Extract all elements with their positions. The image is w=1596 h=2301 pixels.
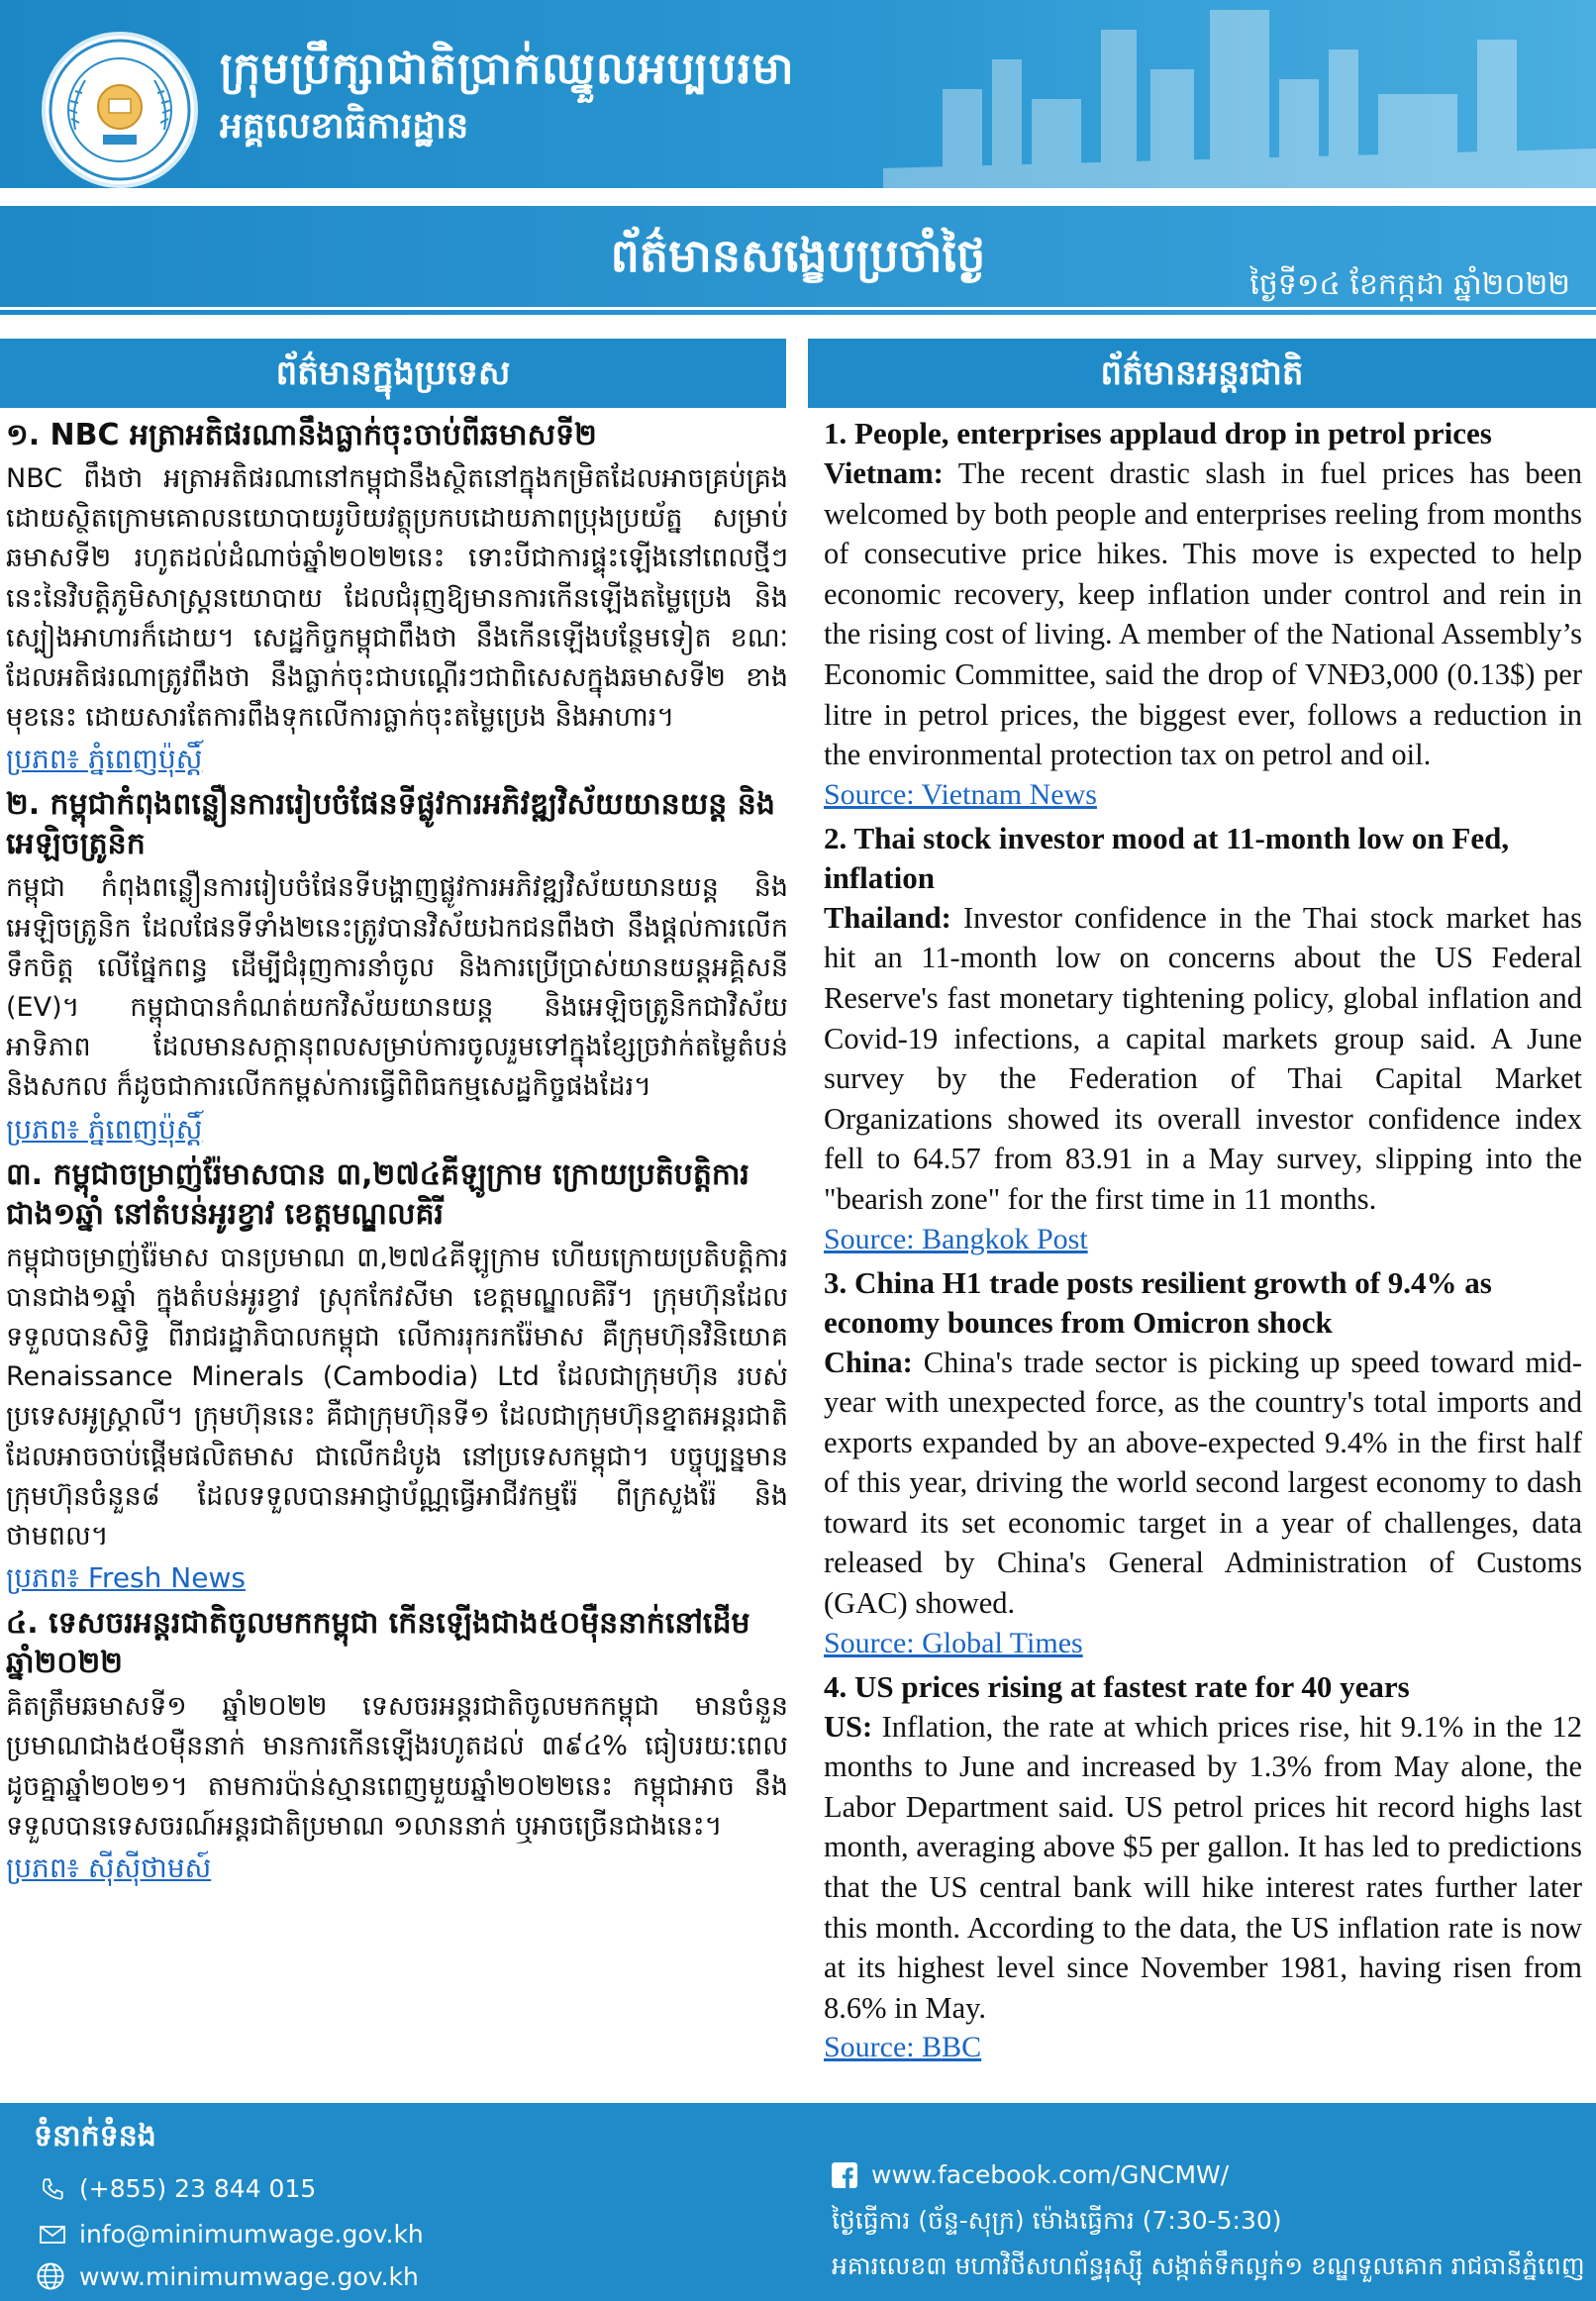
international-article bbox=[824, 1263, 1582, 1663]
article-body: កម្ពុជា កំពុងពន្លឿនការរៀបចំផែនទីបង្ហាញផ្លូវការអភិវឌ្ឍវិស័យយានយន្ត និងអេឡិចត្រូនិក ដែលផែនទីទាំង២នេះត្រូវបានវិស័យឯកជនពឹងថា នឹងផ្តល់ការលើកទឹកចិត្ត លើផ្នែកពន្ធ ដើម្បីជំរុញការនាំចូល និងការប្រើប្រាស់យានយន្តអគ្គិសនី (EV)។ កម្ពុជាបានកំណត់យកវិស័យយានយន្ត និងអេឡិចត្រូនិកជាវិស័យអាទិភាព ដែលមានសក្តានុពលសម្រាប់ការចូលរួមទៅក្នុងខ្សែច្រវាក់តម្លៃតំបន់ និងសកល ក៏ដូចជាការលើកកម្ពស់ការធ្វើពិពិធកម្មសេដ្ឋកិច្ចផងដែរ។ bbox=[6, 872, 788, 1103]
facebook-url[interactable]: www.facebook.com/GNCMW/ bbox=[871, 2160, 1230, 2189]
article-body bbox=[824, 453, 1582, 775]
article-source-link[interactable]: Source: Bangkok Post bbox=[824, 1222, 1088, 1255]
article-title: ១. NBC អត្រាអតិផរណានឹងធ្លាក់ចុះចាប់ពីឆមាសទី២ bbox=[6, 418, 597, 452]
phone-icon bbox=[40, 2176, 65, 2202]
article-source-link[interactable]: ប្រភព៖ ភ្នំពេញប៉ុស្តិ៍ bbox=[6, 743, 203, 776]
article-title: 2. Thai stock investor mood at 11-month low on Fed, inflation bbox=[824, 820, 1510, 895]
article-title: ៤. ទេសចរអន្តរជាតិចូលមកកម្ពុជា កើនឡើងជាង៥០ម៉ឺននាក់នៅដើមឆ្នាំ២០២២ bbox=[6, 1606, 750, 1681]
header-banner bbox=[0, 0, 1596, 188]
website-url[interactable]: www.minimumwage.gov.kh bbox=[79, 2261, 419, 2291]
domestic-news-column bbox=[6, 410, 788, 2103]
article-title: 4. US prices rising at fastest rate for 40 years bbox=[824, 1668, 1410, 1704]
international-news-heading: ព័ត៌មានអន្តរជាតិ bbox=[808, 339, 1596, 408]
bulletin-title: ព័ត៌មានសង្ខេបប្រចាំថ្ងៃ bbox=[610, 229, 986, 282]
website-line bbox=[36, 2261, 419, 2291]
article-source-link[interactable]: ប្រភព៖ ស៊ីស៊ីថាមស៍ bbox=[6, 1851, 212, 1885]
international-news-column bbox=[824, 410, 1582, 2103]
contact-title: ទំនាក់ទំនង bbox=[34, 2119, 156, 2153]
article-title: ២. កម្ពុជាកំពុងពន្លឿនការរៀបចំផែនទីផ្លូវការអភិវឌ្ឍវិស័យយានយន្ត និងអេឡិចត្រូនិក bbox=[6, 787, 775, 862]
article-country: Vietnam: bbox=[824, 456, 944, 490]
article-source-link[interactable]: Source: Global Times bbox=[824, 1626, 1083, 1659]
article-country: China: bbox=[824, 1345, 913, 1379]
article-body: NBC ពឹងថា អត្រាអតិផរណានៅកម្ពុជានឹងស្ថិតនៅក្នុងកម្រិតដែលអាចគ្រប់គ្រង ដោយស្ថិតក្រោមគោលនយោបាយរូបិយវត្ថុប្រកបដោយភាពប្រុងប្រយ័ត្ន សម្រាប់ឆមាសទី២ រហូតដល់ដំណាច់ឆ្នាំ២០២២នេះ ទោះបីជាការផ្ទុះឡើងនៅពេលថ្មីៗនេះនៃវិបត្តិភូមិសាស្ត្រនយោបាយ ដែលជំរុញឱ្យមានការកើនឡើងតម្លៃប្រេង និងស្បៀងអាហារក៏ដោយ។ សេដ្ឋកិច្ចកម្ពុជាពឹងថា នឹងកើនឡើងបន្ថែមទៀត ខណៈដែលអតិផរណាត្រូវពឹងថា នឹងធ្លាក់ចុះជាបណ្តើរៗជាពិសេសក្នុងឆមាសទី២ ខាងមុខនេះ ដោយសារតែការពឹងទុកលើការធ្លាក់ចុះតម្លៃប្រេង និងអាហារ។ bbox=[6, 463, 788, 734]
article-text: China's trade sector is picking up speed toward mid-year with unexpected force, as the country's total imports and exports expanded by an above-expected 9.4% in the first half of this year, driving the world second largest economy to dash toward its set economic target in a year of challenges, data released by China's General Administration of Customs (GAC) showed. bbox=[824, 1345, 1582, 1621]
article-body: គិតត្រឹមឆមាសទី១ ឆ្នាំ២០២២ ទេសចរអន្តរជាតិចូលមកកម្ពុជា មានចំនួនប្រមាណជាង៥០ម៉ឺននាក់ មានការកើនឡើងរហូតដល់ ៣៩៤% ធៀបរយៈពេលដូចគ្នាឆ្នាំ២០២១។ តាមការប៉ាន់ស្មានពេញមួយឆ្នាំ២០២២នេះ កម្ពុជាអាច នឹងទទួលបានទេសចរណ៍អន្តរជាតិប្រមាណ ១លាននាក់ ឬអាចច្រើនជាងនេះ។ bbox=[6, 1691, 788, 1842]
article-text: The recent drastic slash in fuel prices has been welcomed by both people and enterprises reeling from months of consecutive price hikes. This move is expected to help economic recovery, keep inflation under control and rein in the rising cost of living. A member of the National Assembly’s Economic Committee, said the drop of VNĐ3,000 (0.13$) per litre in petrol prices, the biggest ever, follows a reduction in the environmental protection tax on petrol and oil. bbox=[824, 456, 1582, 772]
office-address: អគារលេខ៣ មហាវិថីសហព័ន្ធរុស្ស៊ី សង្កាត់ទឹកល្អក់១ ខណ្ឌទួលគោក រាជធានីភ្នំពេញ bbox=[832, 2251, 1585, 2280]
title-band bbox=[0, 206, 1596, 321]
title-rule bbox=[0, 307, 1596, 310]
article-text: Investor confidence in the Thai stock market has hit an 11-month low on concerns about the US Federal Reserve's fast monetary tightening policy, global inflation and Covid-19 infections, a capital markets group said. A June survey by the Federation of Thai Capital Market Organizations showed its overall investor confidence index fell to 64.57 from 83.91 in a May survey, slipping into the "bearish zone" for the first time in 11 months. bbox=[824, 900, 1582, 1216]
domestic-article bbox=[6, 1604, 788, 1888]
phone-line bbox=[40, 2174, 316, 2203]
working-hours: ថ្ងៃធ្វើការ (ច័ន្ទ-សុក្រ) ម៉ោងធ្វើការ (7:30-5:30) bbox=[832, 2206, 1282, 2235]
article-country: US: bbox=[824, 1709, 873, 1744]
email-address[interactable]: info@minimumwage.gov.kh bbox=[79, 2220, 424, 2249]
organization-name: ក្រុមប្រឹក្សាជាតិប្រាក់ឈ្នួលអប្បបរមា bbox=[220, 44, 795, 94]
article-source-link[interactable]: Source: Vietnam News bbox=[824, 777, 1097, 811]
article-body: កម្ពុជាចម្រាញ់រ៉ែមាស បានប្រមាណ ៣,២៧៤គីឡូក្រាម ហើយក្រោយប្រតិបត្តិការបានជាង១ឆ្នាំ ក្នុងតំបន់អូរខ្វាវ ស្រុកកែវសីមា ខេត្តមណ្ឌលគិរី។ ក្រុមហ៊ុនដែលទទួលបានសិទ្ធិ ពីរាជរដ្ឋាភិបាលកម្ពុជា លើការរុករករ៉ែមាស គឺក្រុមហ៊ុនវិនិយោគ Renaissance Minerals (Cambodia) Ltd ដែលជាក្រុមហ៊ុន របស់ប្រទេសអូស្ត្រាលី។ ក្រុមហ៊ុននេះ គឺជាក្រុមហ៊ុនទី១ ដែលជាក្រុមហ៊ុនខ្នាតអន្តរជាតិ ដែលអាចចាប់ផ្តើមផលិតមាស ជាលើកដំបូង នៅប្រទេសកម្ពុជា។ បច្ចុប្បន្នមានក្រុមហ៊ុនចំនួន៨ ដែលទទួលបានអាជ្ញាប័ណ្ណធ្វើអាជីវកម្មរ៉ែ ពីក្រសួងរ៉ែ និងថាមពល។ bbox=[6, 1242, 788, 1552]
article-body bbox=[824, 1707, 1582, 2029]
article-title: ៣. កម្ពុជាចម្រាញ់រ៉ែមាសបាន ៣,២៧៤គីឡូក្រាម ក្រោយប្រតិបត្តិការជាង១ឆ្នាំ នៅតំបន់អូរខ្វាវ ខេត្តមណ្ឌលគិរី bbox=[6, 1156, 749, 1232]
article-body bbox=[824, 1343, 1582, 1624]
international-article bbox=[824, 819, 1582, 1259]
article-title: 3. China H1 trade posts resilient growth of 9.4% as economy bounces from Omicron shock bbox=[824, 1264, 1492, 1340]
international-article bbox=[824, 414, 1582, 815]
domestic-article bbox=[6, 416, 788, 779]
email-icon bbox=[40, 2224, 65, 2246]
article-body bbox=[824, 898, 1582, 1220]
domestic-news-heading: ព័ត៌មានក្នុងប្រទេស bbox=[0, 339, 786, 408]
organization-logo bbox=[42, 32, 198, 188]
article-title: 1. People, enterprises applaud drop in petrol prices bbox=[824, 416, 1492, 450]
facebook-line bbox=[832, 2160, 1229, 2189]
bulletin-date: ថ្ងៃទី១៤ ខែកក្កដា ឆ្នាំ២០២២ bbox=[1249, 267, 1570, 302]
email-line bbox=[40, 2220, 424, 2249]
facebook-icon bbox=[832, 2162, 857, 2188]
globe-icon bbox=[36, 2261, 65, 2291]
domestic-article bbox=[6, 785, 788, 1149]
city-skyline-graphic bbox=[883, 0, 1596, 188]
international-article bbox=[824, 1667, 1582, 2068]
article-text: Inflation, the rate at which prices rise, hit 9.1% in the 12 months to June and increased by 1.3% from May alone, the Labor Department said. US petrol prices hit record highs last month, averaging above $5 per gallon. It has led to predictions that the US central bank will hike interest rates further later this month. According to the data, the US inflation rate is now at its highest level since November 1981, having risen from 8.6% in May. bbox=[824, 1709, 1582, 2025]
article-source-link[interactable]: ប្រភព៖ ភ្នំពេញប៉ុស្តិ៍ bbox=[6, 1112, 203, 1146]
phone-number[interactable]: (+855) 23 844 015 bbox=[79, 2174, 317, 2203]
header-divider bbox=[0, 188, 1596, 206]
article-country: Thailand: bbox=[824, 900, 951, 935]
contact-footer bbox=[0, 2103, 1596, 2301]
article-source-link[interactable]: ប្រភព៖ Fresh News bbox=[6, 1561, 246, 1595]
domestic-article bbox=[6, 1155, 788, 1599]
organization-subtitle: អគ្គលេខាធិការដ្ឋាន bbox=[220, 106, 469, 147]
article-source-link[interactable]: Source: BBC bbox=[824, 2031, 982, 2064]
